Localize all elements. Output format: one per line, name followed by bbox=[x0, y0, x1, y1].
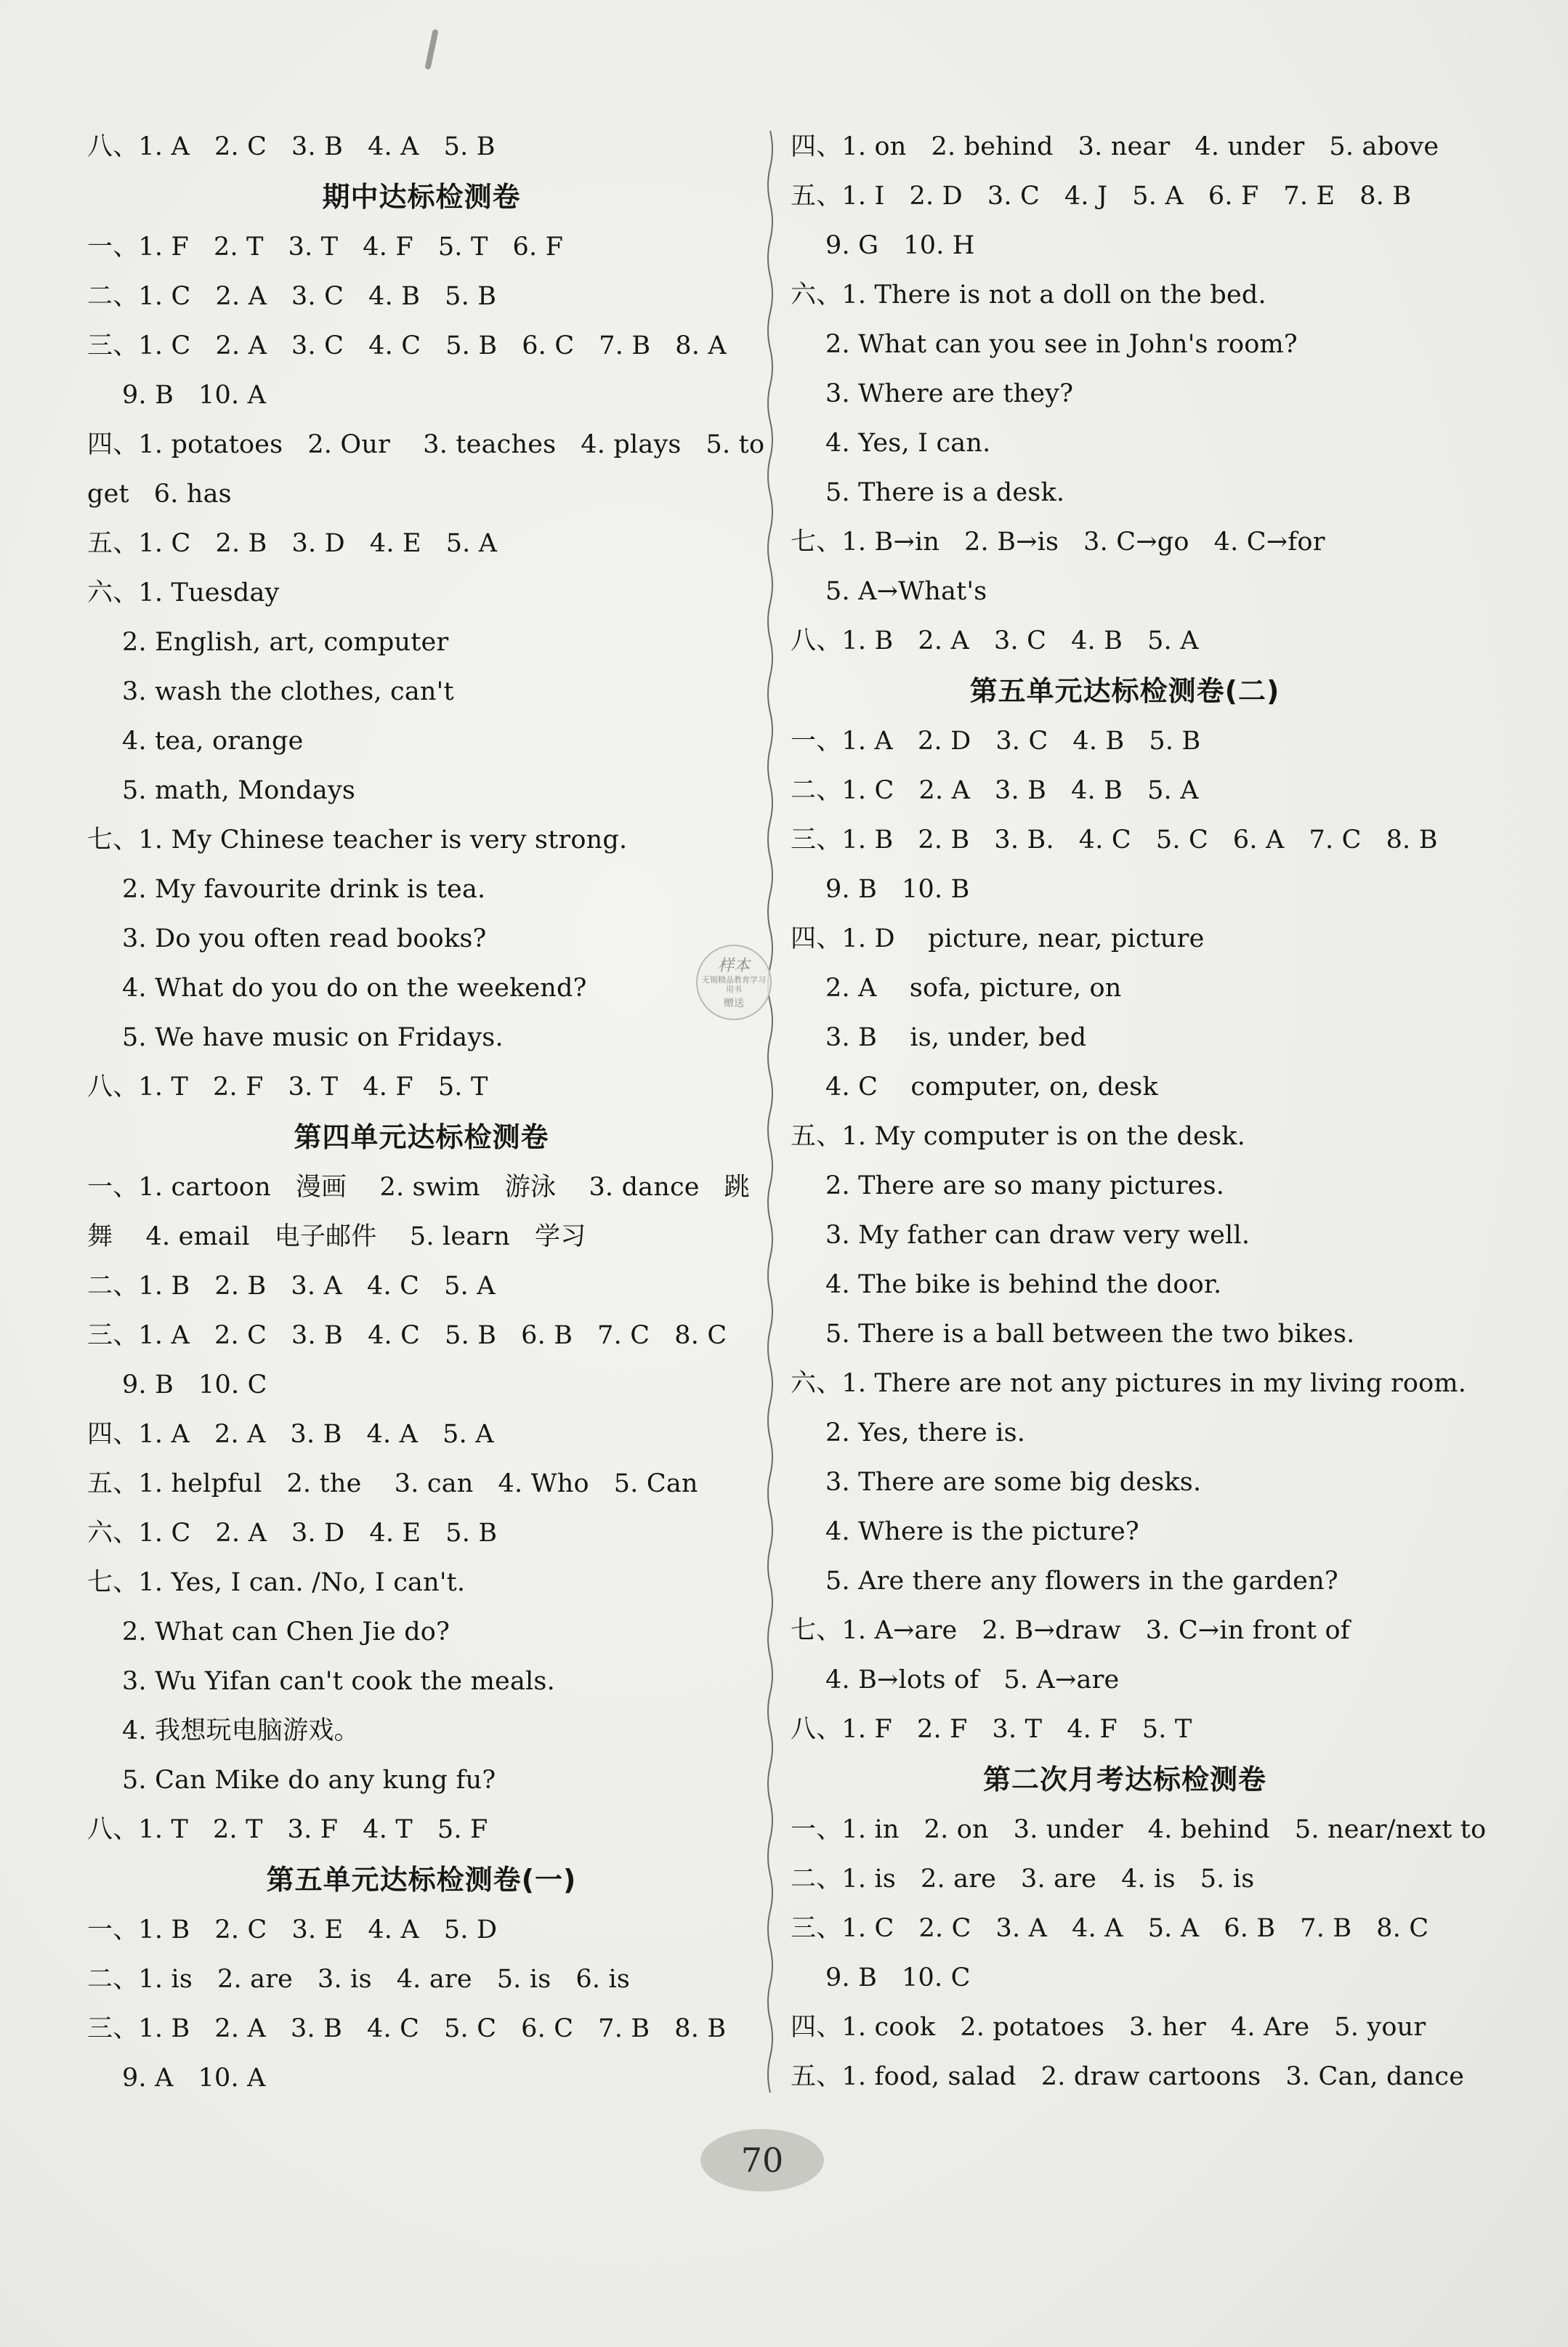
page-number: 70 bbox=[700, 2129, 824, 2192]
answer-line: 4. 我想玩电脑游戏。 bbox=[122, 1716, 360, 1745]
answer-line: 2. What can you see in John's room? bbox=[825, 330, 1298, 359]
answer-line: 二、1. B 2. B 3. A 4. C 5. A bbox=[87, 1272, 496, 1301]
answer-line: 四、1. on 2. behind 3. near 4. under 5. above bbox=[791, 132, 1439, 161]
answer-line: 2. English, art, computer bbox=[122, 628, 449, 657]
answer-line: 八、1. A 2. C 3. B 4. A 5. B bbox=[87, 132, 496, 161]
answer-line: 一、1. A 2. D 3. C 4. B 5. B bbox=[791, 727, 1201, 756]
answer-line: 3. Wu Yifan can't cook the meals. bbox=[122, 1667, 555, 1696]
answer-line: 三、1. A 2. C 3. B 4. C 5. B 6. B 7. C 8. C bbox=[87, 1321, 727, 1350]
answer-line: 2. My favourite drink is tea. bbox=[122, 875, 486, 904]
section-title: 第五单元达标检测卷(一) bbox=[266, 1864, 577, 1896]
answer-line: 5. A→What's bbox=[825, 577, 987, 606]
answer-line: 五、1. C 2. B 3. D 4. E 5. A bbox=[87, 529, 498, 558]
answer-line: 9. B 10. B bbox=[825, 875, 970, 904]
answer-line: 舞 4. email 电子邮件 5. learn 学习 bbox=[87, 1222, 586, 1251]
answer-line: 3. Where are they? bbox=[825, 379, 1074, 408]
answer-line: 二、1. C 2. A 3. C 4. B 5. B bbox=[87, 282, 497, 311]
answer-line: 9. G 10. H bbox=[825, 231, 975, 260]
answer-line: 一、1. F 2. T 3. T 4. F 5. T 6. F bbox=[87, 233, 564, 262]
answer-line: 八、1. T 2. F 3. T 4. F 5. T bbox=[87, 1072, 488, 1102]
answer-line: 5. There is a desk. bbox=[825, 478, 1065, 507]
answer-line: 五、1. My computer is on the desk. bbox=[791, 1122, 1245, 1151]
answer-line: 2. Yes, there is. bbox=[825, 1418, 1026, 1447]
answer-line: 三、1. C 2. A 3. C 4. C 5. B 6. C 7. B 8. A bbox=[87, 331, 727, 360]
answer-line: 二、1. is 2. are 3. is 4. are 5. is 6. is bbox=[87, 1965, 631, 1994]
answer-line: 四、1. potatoes 2. Our 3. teaches 4. plays 5. to bbox=[87, 430, 765, 459]
answer-line: 一、1. cartoon 漫画 2. swim 游泳 3. dance 跳 bbox=[87, 1173, 750, 1202]
answer-line: 四、1. A 2. A 3. B 4. A 5. A bbox=[87, 1420, 494, 1449]
answer-line: 3. B is, under, bed bbox=[825, 1023, 1087, 1052]
answer-line: 4. What do you do on the weekend? bbox=[122, 974, 587, 1003]
answer-line: 2. A sofa, picture, on bbox=[825, 974, 1122, 1003]
answer-line: 三、1. B 2. B 3. B. 4. C 5. C 6. A 7. C 8. B bbox=[791, 825, 1438, 855]
answer-line: 四、1. cook 2. potatoes 3. her 4. Are 5. your bbox=[791, 2013, 1426, 2042]
answer-line: 六、1. There is not a doll on the bed. bbox=[791, 280, 1266, 310]
sample-stamp bbox=[696, 945, 772, 1020]
answer-line: 5. We have music on Fridays. bbox=[122, 1023, 504, 1052]
answer-line: 一、1. B 2. C 3. E 4. A 5. D bbox=[87, 1915, 498, 1944]
answer-line: 4. B→lots of 5. A→are bbox=[825, 1665, 1120, 1694]
answer-line: 一、1. in 2. on 3. under 4. behind 5. near/next to bbox=[791, 1815, 1487, 1844]
pen-mark bbox=[424, 29, 438, 70]
answer-line: 9. A 10. A bbox=[122, 2064, 266, 2093]
answer-line: 三、1. C 2. C 3. A 4. A 5. A 6. B 7. B 8. C bbox=[791, 1914, 1429, 1943]
stamp-text-1: 样本 bbox=[717, 957, 750, 975]
answer-line: 3. Do you often read books? bbox=[122, 924, 487, 953]
answer-line: 三、1. B 2. A 3. B 4. C 5. C 6. C 7. B 8. B bbox=[87, 2014, 727, 2043]
answer-line: 5. Can Mike do any kung fu? bbox=[122, 1766, 496, 1795]
column-divider bbox=[764, 131, 776, 2093]
section-title: 期中达标检测卷 bbox=[322, 181, 521, 213]
answer-line: 二、1. is 2. are 3. are 4. is 5. is bbox=[791, 1865, 1255, 1894]
answer-line: 六、1. C 2. A 3. D 4. E 5. B bbox=[87, 1519, 498, 1548]
answer-line: 9. B 10. A bbox=[122, 381, 267, 410]
section-title: 第五单元达标检测卷(二) bbox=[969, 675, 1280, 707]
answer-line: 4. Yes, I can. bbox=[825, 429, 991, 458]
answer-line: 2. What can Chen Jie do? bbox=[122, 1617, 450, 1647]
answer-line: 4. Where is the picture? bbox=[825, 1517, 1139, 1546]
left-column bbox=[87, 122, 765, 2103]
stamp-text-3: 赠送 bbox=[724, 998, 744, 1009]
stamp-text-2: 无锡精品教育学习用书 bbox=[702, 975, 766, 994]
answer-line: 七、1. Yes, I can. /No, I can't. bbox=[87, 1568, 466, 1597]
answer-line: get 6. has bbox=[87, 480, 232, 509]
answer-line: 9. B 10. C bbox=[122, 1370, 267, 1399]
section-title: 第四单元达标检测卷 bbox=[294, 1121, 549, 1153]
right-column bbox=[791, 122, 1487, 2101]
answer-line: 六、1. Tuesday bbox=[87, 578, 280, 607]
answer-line: 四、1. D picture, near, picture bbox=[791, 924, 1205, 953]
answer-line: 4. C computer, on, desk bbox=[825, 1072, 1158, 1102]
answer-line: 5. Are there any flowers in the garden? bbox=[825, 1567, 1338, 1596]
answer-line: 3. There are some big desks. bbox=[825, 1468, 1202, 1497]
answer-line: 4. tea, orange bbox=[122, 727, 304, 756]
answer-line: 2. There are so many pictures. bbox=[825, 1171, 1225, 1200]
answer-line: 八、1. T 2. T 3. F 4. T 5. F bbox=[87, 1815, 488, 1844]
answer-line: 六、1. There are not any pictures in my living room. bbox=[791, 1369, 1467, 1398]
answer-line: 七、1. A→are 2. B→draw 3. C→in front of bbox=[791, 1616, 1350, 1645]
answer-line: 4. The bike is behind the door. bbox=[825, 1270, 1222, 1299]
answer-line: 八、1. F 2. F 3. T 4. F 5. T bbox=[791, 1715, 1192, 1744]
answer-line: 二、1. C 2. A 3. B 4. B 5. A bbox=[791, 776, 1199, 805]
answer-line: 五、1. helpful 2. the 3. can 4. Who 5. Can bbox=[87, 1469, 698, 1498]
answer-line: 9. B 10. C bbox=[825, 1963, 971, 1992]
answer-line: 七、1. My Chinese teacher is very strong. bbox=[87, 825, 628, 855]
section-title: 第二次月考达标检测卷 bbox=[982, 1764, 1266, 1795]
answer-line: 3. My father can draw very well. bbox=[825, 1221, 1250, 1250]
answer-line: 五、1. food, salad 2. draw cartoons 3. Can, dance bbox=[791, 2062, 1465, 2091]
answer-line: 5. There is a ball between the two bikes. bbox=[825, 1320, 1355, 1349]
answer-line: 八、1. B 2. A 3. C 4. B 5. A bbox=[791, 626, 1199, 655]
answer-line: 五、1. I 2. D 3. C 4. J 5. A 6. F 7. E 8. B bbox=[791, 182, 1412, 211]
answer-line: 5. math, Mondays bbox=[122, 776, 356, 805]
answer-line: 3. wash the clothes, can't bbox=[122, 677, 454, 706]
answer-line: 七、1. B→in 2. B→is 3. C→go 4. C→for bbox=[791, 528, 1325, 557]
